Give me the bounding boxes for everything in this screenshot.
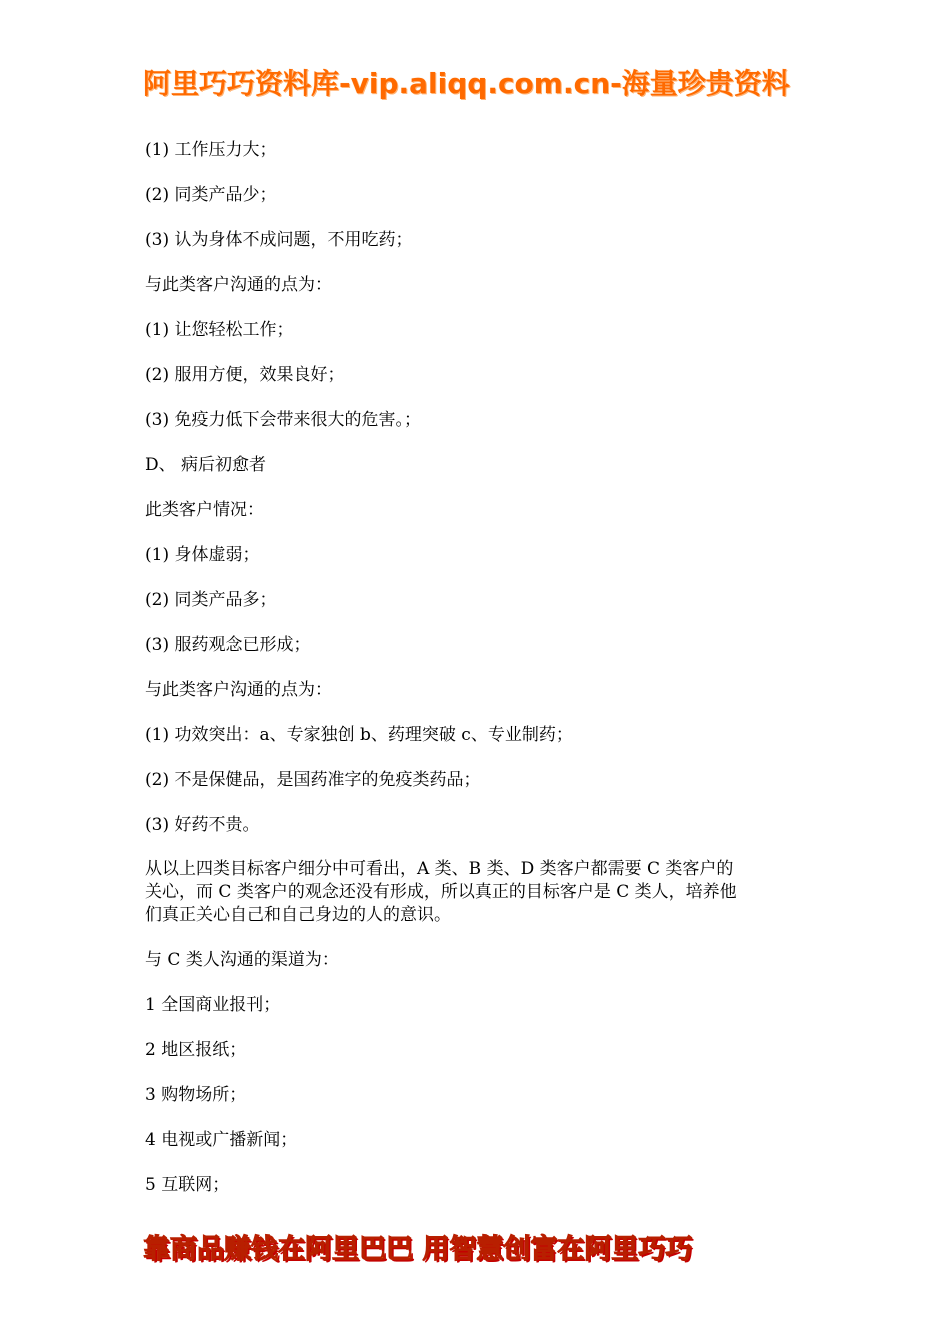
text-line: (3) 认为身体不成问题，不用吃药； (145, 230, 413, 250)
text-line: (3) 服药观念已形成； (145, 635, 311, 655)
text-line: (2) 同类产品多； (145, 590, 277, 610)
summary-line: 从以上四类目标客户细分中可看出，A 类、B 类、D 类客户都需要 C 类客户的 (145, 859, 734, 879)
text-line: 此类客户情况： (145, 500, 264, 520)
text-line: (1) 让您轻松工作； (145, 320, 294, 340)
channels-intro: 与 C 类人沟通的渠道为： (145, 950, 339, 970)
text-line: (2) 不是保健品，是国药准字的免疫类药品； (145, 770, 481, 790)
channel-item: 5 互联网； (145, 1175, 230, 1195)
channel-item: 2 地区报纸； (145, 1040, 247, 1060)
text-line: (2) 同类产品少； (145, 185, 277, 205)
summary-paragraph (145, 858, 805, 927)
footer-banner: 靠商品赚钱在阿里巴巴 用智慧创富在阿里巧巧 (143, 1234, 693, 1265)
text-line: (3) 好药不贵。 (145, 815, 260, 835)
channel-item: 1 全国商业报刊； (145, 995, 281, 1015)
text-line: (1) 功效突出：a、专家独创 b、药理突破 c、专业制药； (145, 725, 573, 745)
header-banner: 阿里巧巧资料库-vip.aliqq.com.cn-海量珍贵资料 (143, 67, 790, 100)
text-line: 与此类客户沟通的点为： (145, 275, 332, 295)
text-line: (1) 身体虚弱； (145, 545, 260, 565)
channel-item: 4 电视或广播新闻； (145, 1130, 298, 1150)
text-line: (1) 工作压力大； (145, 140, 277, 160)
text-line: (2) 服用方便，效果良好； (145, 365, 345, 385)
text-line: 与此类客户沟通的点为： (145, 680, 332, 700)
summary-line: 关心，而 C 类客户的观念还没有形成，所以真正的目标客户是 C 类人，培养他 (145, 882, 737, 902)
channel-item: 3 购物场所； (145, 1085, 247, 1105)
document-body (145, 138, 805, 1218)
summary-line: 们真正关心自己和自己身边的人的意识。 (145, 905, 451, 925)
section-heading: D、 病后初愈者 (145, 455, 267, 475)
text-line: (3) 免疫力低下会带来很大的危害。； (145, 410, 421, 430)
